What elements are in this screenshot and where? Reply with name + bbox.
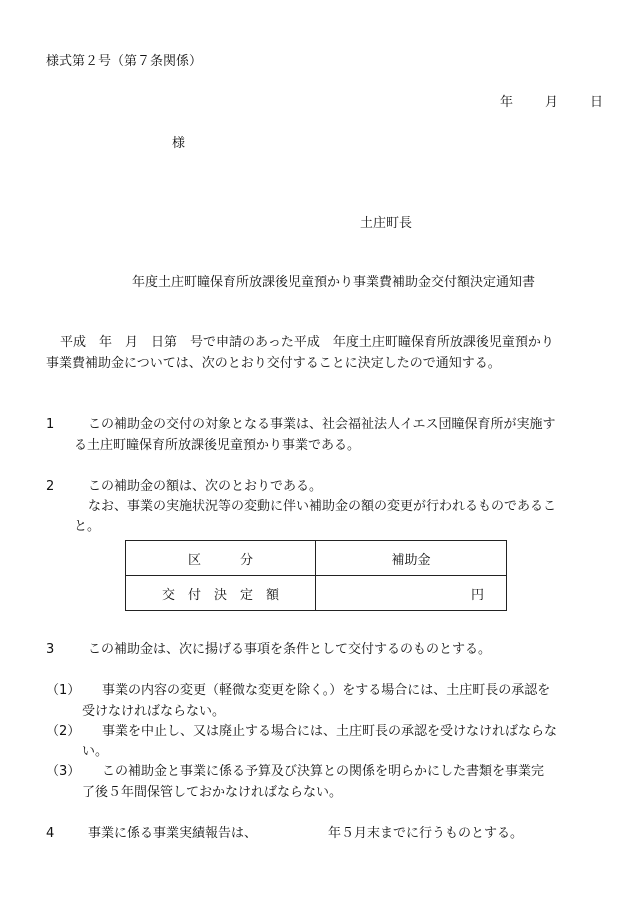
- date-year: 年: [500, 95, 514, 110]
- table-amount-unit: 円: [316, 576, 507, 611]
- item2-line-3: と。: [74, 519, 101, 534]
- item2-line-1: この補助金の額は、次のとおりである。: [88, 479, 323, 494]
- sender-name: 土庄町長: [360, 216, 413, 231]
- intro-line-2: 事業費補助金については、次のとおり交付することに決定したので通知する。: [46, 356, 501, 371]
- item4-text-after: 年５月末までに行うものとする。: [328, 826, 524, 841]
- recipient-suffix: 様: [172, 136, 186, 151]
- item2-number: 2: [46, 479, 55, 494]
- table-row: [126, 541, 507, 576]
- item3-sub1-line-1: 事業の内容の変更（軽微な変更を除く。）をする場合には、土庄町長の承認を: [102, 683, 551, 698]
- item3-sub2-line-2: い。: [82, 744, 109, 759]
- item3-sub1-line-2: 受けなければならない。: [82, 704, 226, 719]
- item3-sub2-line-1: 事業を中止し、又は廃止する場合には、土庄町長の承認を受けなければならな: [102, 724, 558, 739]
- item3-sub3-line-1: この補助金と事業に係る予算及び決算との関係を明らかにした書類を事業完: [102, 764, 545, 779]
- intro-line-1: 平成 年 月 日第 号で申請のあった平成 年度土庄町瞳保育所放課後児童預かり: [60, 335, 554, 350]
- form-number: 様式第２号（第７条関係）: [46, 54, 203, 69]
- item4-number: 4: [46, 826, 55, 841]
- date-day: 日: [590, 95, 604, 110]
- item3-sub3-line-2: 了後５年間保管しておかなければならない。: [82, 785, 343, 800]
- item1-line-1: この補助金の交付の対象となる事業は、社会福祉法人イエス団瞳保育所が実施す: [88, 417, 556, 432]
- date-month: 月: [545, 95, 559, 110]
- item4-text-before: 事業に係る事業実績報告は、: [88, 826, 258, 841]
- item3-sub3-number: （3）: [46, 764, 81, 779]
- item2-line-2: なお、事業の実施状況等の変動に伴い補助金の額の変更が行われるものであるこ: [88, 499, 557, 514]
- item3-text: この補助金は、次に揚げる事項を条件として交付するのものとする。: [88, 642, 492, 657]
- item3-sub1-number: （1）: [46, 683, 81, 698]
- item3-sub2-number: （2）: [46, 724, 81, 739]
- item1-line-2: る土庄町瞳保育所放課後児童預かり事業である。: [74, 438, 361, 453]
- table-row: [126, 576, 507, 611]
- subsidy-table: [125, 540, 507, 611]
- document-title: 年度土庄町瞳保育所放課後児童預かり事業費補助金交付額決定通知書: [132, 275, 536, 290]
- table-header-subsidy: 補助金: [316, 541, 507, 576]
- item1-number: 1: [46, 417, 55, 432]
- table-row-label: 交 付 決 定 額: [126, 576, 316, 611]
- item3-number: 3: [46, 642, 55, 657]
- table-header-category: 区 分: [126, 541, 316, 576]
